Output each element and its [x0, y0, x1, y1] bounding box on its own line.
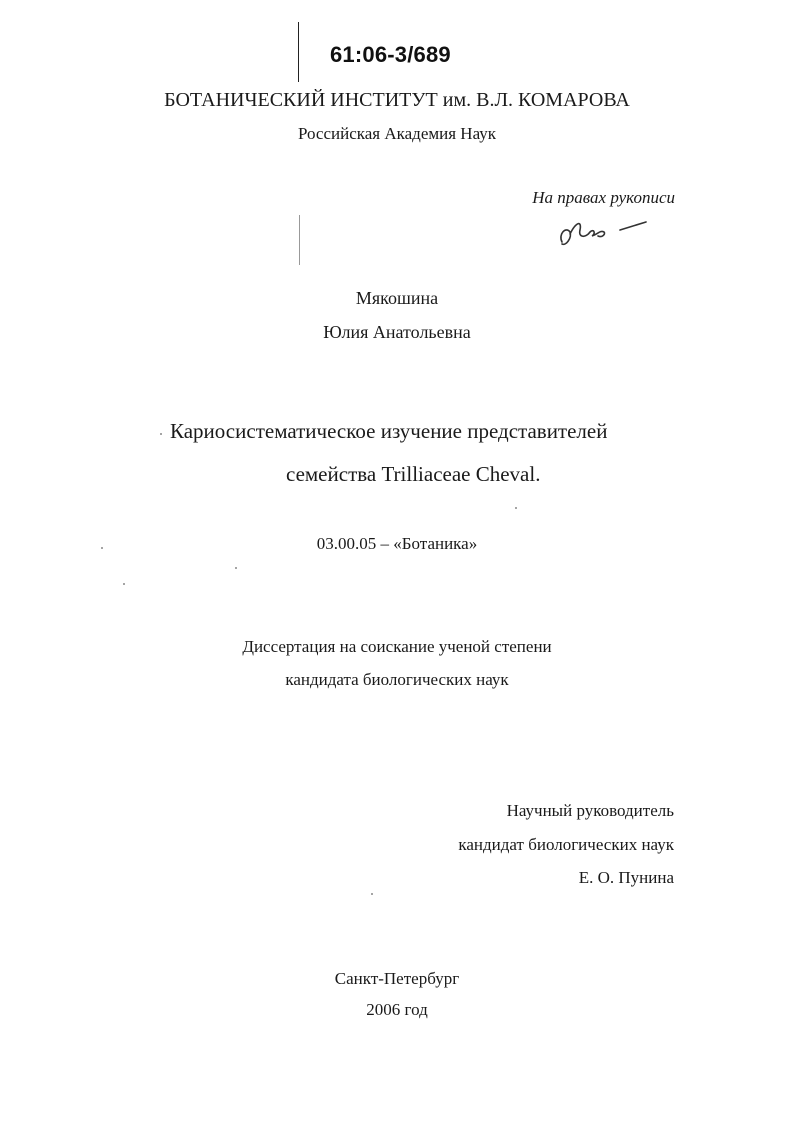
supervisor-degree: кандидат биологических наук — [458, 835, 674, 854]
publication-year: 2006 год — [366, 1000, 428, 1019]
manuscript-note: На правах рукописи — [532, 188, 675, 207]
scan-speck — [160, 433, 162, 435]
supervisor-name: Е. О. Пунина — [578, 868, 674, 887]
publication-city: Санкт-Петербург — [334, 969, 460, 988]
supervisor-role: Научный руководитель — [506, 801, 674, 820]
scan-speck — [123, 583, 125, 585]
margin-line — [299, 215, 300, 265]
scan-speck — [515, 507, 517, 509]
author-given-names: Юлия Анатольевна — [323, 322, 471, 342]
scan-speck — [235, 567, 237, 569]
archive-stamp: 61:06-3/689 — [330, 42, 451, 67]
author-surname: Мякошина — [355, 288, 439, 308]
thesis-title-line-2: семейства Trilliaceae Cheval. — [286, 462, 541, 486]
specialty-code: 03.00.05 – «Ботаника» — [316, 534, 478, 553]
signature-image — [552, 212, 652, 252]
dissertation-line-1: Диссертация на соискание ученой степени — [242, 637, 552, 656]
scan-speck — [371, 893, 373, 895]
scan-speck — [101, 547, 103, 549]
margin-line — [298, 22, 299, 82]
dissertation-line-2: кандидата биологических наук — [285, 670, 509, 689]
institute-name: БОТАНИЧЕСКИЙ ИНСТИТУТ им. В.Л. КОМАРОВА — [164, 89, 630, 111]
academy-name: Российская Академия Наук — [297, 124, 497, 143]
thesis-title-line-1: Кариосистематическое изучение представителей — [170, 419, 608, 443]
